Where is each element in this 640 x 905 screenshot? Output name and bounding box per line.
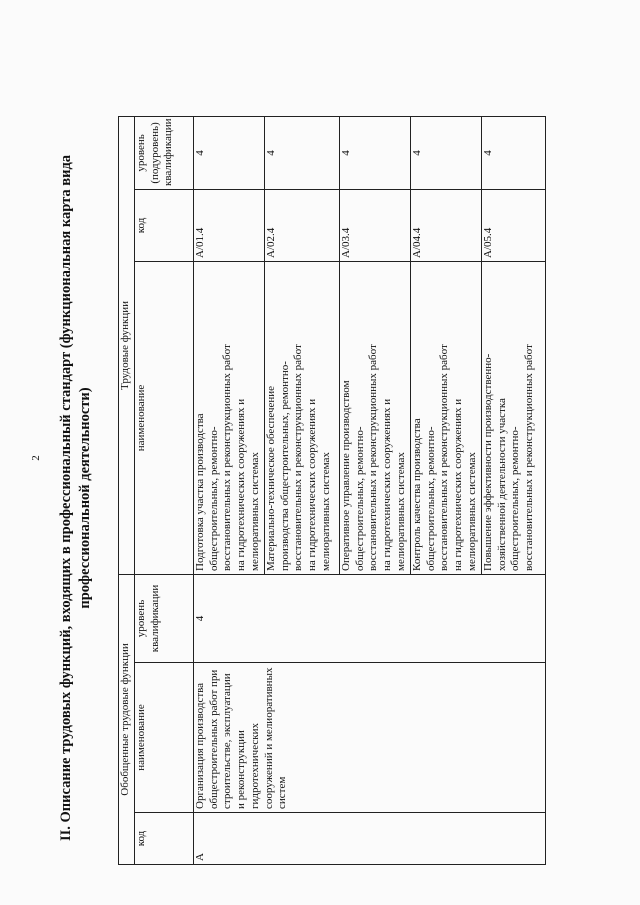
column-header-qualification-level: уровень квалификации	[135, 574, 194, 662]
table-row	[194, 116, 265, 864]
group-header-generalized: Обобщенные трудовые функции	[119, 574, 135, 864]
column-header-function-level: уровень (подуровень) квалификации	[135, 116, 194, 189]
group-header-labor: Трудовые функции	[119, 116, 135, 574]
labor-function-level: 4	[265, 116, 340, 189]
labor-function-name: Контроль качества производства общестроительных, ремонтно- восстановительных и реконструкционных работ на гидротехнических сооружениях и мелиоративных системах	[411, 261, 482, 574]
labor-function-code: A/04.4	[411, 189, 482, 261]
labor-function-name: Материально-техническое обеспечение производства общестроительных, ремонтно- восстановительных и реконструкционных работ на гидротехнических сооружениях и мелиоративных системах	[265, 261, 340, 574]
page-number: 2	[29, 455, 42, 461]
section-title: II. Описание трудовых функций, входящих в профессиональный стандарт (функциональная карта вида профессиональной деятельности)	[58, 154, 93, 842]
labor-function-code: A/01.4	[194, 189, 265, 261]
generalized-function-name: Организация производства общестроительных работ при строительстве, эксплуатации и реконструкции гидротехнических сооружений и мелиоративных систем	[194, 663, 546, 813]
column-header-code: код	[135, 813, 194, 865]
labor-function-level: 4	[340, 116, 411, 189]
labor-function-level: 4	[194, 116, 265, 189]
labor-function-name: Оперативное управление производством общестроительных, ремонтно- восстановительных и реконструкционных работ на гидротехнических сооружениях и мелиоративных системах	[340, 261, 411, 574]
generalized-function-code: А	[194, 813, 546, 865]
column-header-name: наименование	[135, 663, 194, 813]
labor-function-level: 4	[411, 116, 482, 189]
rotated-page	[0, 95, 640, 905]
labor-function-code: A/05.4	[482, 189, 546, 261]
labor-function-level: 4	[482, 116, 546, 189]
generalized-function-level: 4	[194, 574, 546, 662]
labor-function-name: Повышение эффективности производственно- хозяйственной деятельности участка общестроительных, ремонтно- восстановительных и реконструкционных работ	[482, 261, 546, 574]
column-header-function-code: код	[135, 189, 194, 261]
labor-function-code: A/03.4	[340, 189, 411, 261]
column-header-function-name: наименование	[135, 261, 194, 574]
group-header-row	[119, 116, 135, 864]
labor-function-code: A/02.4	[265, 189, 340, 261]
column-header-row	[135, 116, 194, 864]
functional-map-table	[118, 116, 546, 865]
labor-function-name: Подготовка участка производства общестроительных, ремонтно- восстановительных и реконструкционных работ на гидротехнических сооружениях и мелиоративных системах	[194, 261, 265, 574]
